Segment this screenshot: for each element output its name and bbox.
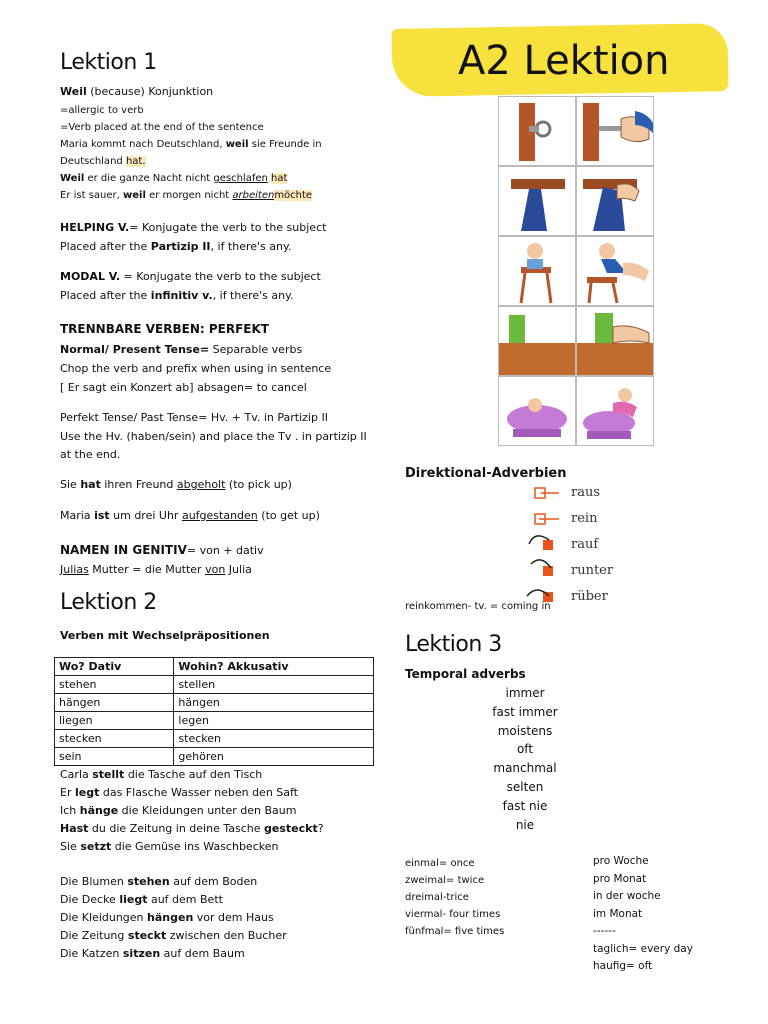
- direction-word: runter: [571, 563, 614, 578]
- direktional-note: reinkommen- tv. = coming in: [405, 601, 551, 612]
- door-key-illustration: [498, 96, 576, 166]
- temporal-adverb: moistens: [497, 724, 553, 738]
- example-line: Maria ist um drei Uhr aufgestanden (to get up): [60, 509, 320, 522]
- lektion3-heading: Lektion 3: [405, 632, 502, 657]
- cradle-icon: [499, 377, 575, 445]
- book-hand-illustration: [576, 306, 654, 376]
- note-line: =Verb placed at the end of the sentence: [60, 122, 264, 133]
- example-line: Die Zeitung steckt zwischen den Bucher: [60, 929, 287, 942]
- temporal-adverb: selten: [506, 780, 544, 794]
- trennbare-line: Normal/ Present Tense= Separable verbs: [60, 343, 303, 356]
- table-row: [55, 730, 374, 748]
- baby-lift-icon: [577, 237, 653, 305]
- frequency-list: [405, 855, 504, 940]
- example-line: Hast du die Zeitung in deine Tasche gesteckt?: [60, 822, 324, 835]
- trennbare-line: Chop the verb and prefix when using in sentence: [60, 362, 332, 375]
- weil-line: Weil (because) Konjunktion: [60, 85, 214, 98]
- list-item: ------: [593, 925, 616, 937]
- genitiv-line: NAMEN IN GENITIV= von + dativ: [60, 543, 264, 557]
- book-hand-icon: [577, 307, 653, 375]
- example-line: Ich hänge die Kleidungen unter den Baum: [60, 804, 297, 817]
- direction-word: rein: [571, 511, 598, 526]
- table-header: Wohin? Akkusativ: [174, 658, 374, 676]
- temporal-adverb: fast nie: [502, 799, 548, 813]
- example-line: Carla stellt die Tasche auf den Tisch: [60, 768, 263, 781]
- list-item: viermal- four times: [405, 909, 501, 920]
- hand-key-icon: [577, 97, 653, 165]
- table-cell: legen: [174, 712, 374, 730]
- door-key-hand-illustration: [576, 96, 654, 166]
- trennbare-line: [ Er sagt ein Konzert ab] absagen= to cancel: [60, 381, 307, 394]
- lektion3-subtitle: Temporal adverbs: [405, 667, 526, 681]
- baby-highchair-illustration: [498, 236, 576, 306]
- book-on-shelf-illustration: [498, 306, 576, 376]
- table-header: Wo? Dativ: [55, 658, 174, 676]
- table-cell: stecken: [174, 730, 374, 748]
- example-line: Maria kommt nach Deutschland, weil sie Freunde in: [60, 139, 322, 150]
- table-row: [55, 712, 374, 730]
- temporal-adverb: fast immer: [492, 705, 558, 719]
- example-line: Sie setzt die Gemüse ins Waschbecken: [60, 840, 279, 853]
- page-title: A2 Lektion: [458, 38, 670, 84]
- temporal-adverb: oft: [516, 742, 534, 756]
- example-line: Er ist sauer, weil er morgen nicht arbeitenmöchte: [60, 190, 313, 201]
- table-cell: stecken: [55, 730, 174, 748]
- table-cell: stellen: [174, 676, 374, 694]
- list-item: fünfmal= five times: [405, 926, 505, 937]
- direction-word: raus: [571, 485, 601, 500]
- temporal-adverb: immer: [505, 686, 545, 700]
- period-list: [593, 853, 693, 976]
- modal-verb-line: Placed after the infinitiv v., if there's any.: [60, 289, 294, 302]
- lektion2-heading: Lektion 2: [60, 590, 157, 615]
- temporal-adverb: manchmal: [493, 761, 557, 775]
- cradle-illustration: [498, 376, 576, 446]
- list-item: dreimal-trice: [405, 892, 469, 903]
- table-row: [55, 694, 374, 712]
- list-item: pro Monat: [593, 872, 647, 885]
- direction-word: rauf: [571, 537, 599, 552]
- baby-lifted-illustration: [576, 236, 654, 306]
- table-cell: hängen: [174, 694, 374, 712]
- modal-verb-line: MODAL V. = Konjugate the verb to the subject: [60, 270, 321, 283]
- direction-word: rüber: [571, 589, 608, 604]
- perfekt-line: Perfekt Tense/ Past Tense= Hv. + Tv. in Partizip II: [60, 411, 328, 424]
- temporal-adverb: nie: [515, 818, 535, 832]
- genitiv-line: Julias Mutter = die Mutter von Julia: [60, 563, 252, 576]
- table-cell: hängen: [55, 694, 174, 712]
- baby-icon: [499, 237, 575, 305]
- note-line: =allergic to verb: [60, 105, 144, 116]
- lektion1-heading: Lektion 1: [60, 50, 157, 75]
- trennbare-heading: TRENNBARE VERBEN: PERFEKT: [60, 322, 269, 336]
- list-item: taglich= every day: [593, 942, 693, 955]
- lektion2-subtitle: Verben mit Wechselpräpositionen: [60, 629, 270, 642]
- example-line: Die Decke liegt auf dem Bett: [60, 893, 223, 906]
- list-item: pro Woche: [593, 855, 649, 867]
- example-line: Weil er die ganze Nacht nicht geschlafen hat: [60, 173, 288, 184]
- table-cell: gehören: [174, 748, 374, 766]
- example-line: Die Blumen stehen auf dem Boden: [60, 875, 258, 888]
- wechsel-table: [54, 657, 374, 766]
- helping-verb-line: Placed after the Partizip II, if there's any.: [60, 240, 292, 253]
- example-line: Er legt das Flasche Wasser neben den Saft: [60, 786, 298, 799]
- table-header-row: [55, 658, 374, 676]
- example-line: Die Kleidungen hängen vor dem Haus: [60, 911, 274, 924]
- list-item: haufig= oft: [593, 960, 653, 972]
- example-line: Sie hat ihren Freund abgeholt (to pick up): [60, 478, 292, 491]
- perfekt-line: at the end.: [60, 448, 121, 461]
- coat-hand-icon: [577, 167, 653, 235]
- table-cell: stehen: [55, 676, 174, 694]
- list-item: einmal= once: [405, 858, 475, 869]
- table-cell: sein: [55, 748, 174, 766]
- table-cell: liegen: [55, 712, 174, 730]
- list-item: in der woche: [593, 890, 661, 902]
- door-icon: [499, 97, 575, 165]
- direktional-heading: Direktional-Adverbien: [405, 466, 567, 481]
- example-line: Die Katzen sitzen auf dem Baum: [60, 947, 245, 960]
- list-item: im Monat: [593, 907, 643, 920]
- perfekt-line: Use the Hv. (haben/sein) and place the Tv . in partizip II: [60, 430, 367, 443]
- list-item: zweimal= twice: [405, 875, 485, 886]
- cradle-hand-icon: [577, 377, 653, 445]
- helping-verb-line: HELPING V.= Konjugate the verb to the subject: [60, 221, 327, 234]
- coat-on-hook-illustration: [498, 166, 576, 236]
- coat-icon: [499, 167, 575, 235]
- table-row: [55, 676, 374, 694]
- book-icon: [499, 307, 575, 375]
- example-line: Deutschland hat.: [60, 156, 146, 167]
- cradle-hand-illustration: [576, 376, 654, 446]
- table-row: [55, 748, 374, 766]
- coat-hanging-hand-illustration: [576, 166, 654, 236]
